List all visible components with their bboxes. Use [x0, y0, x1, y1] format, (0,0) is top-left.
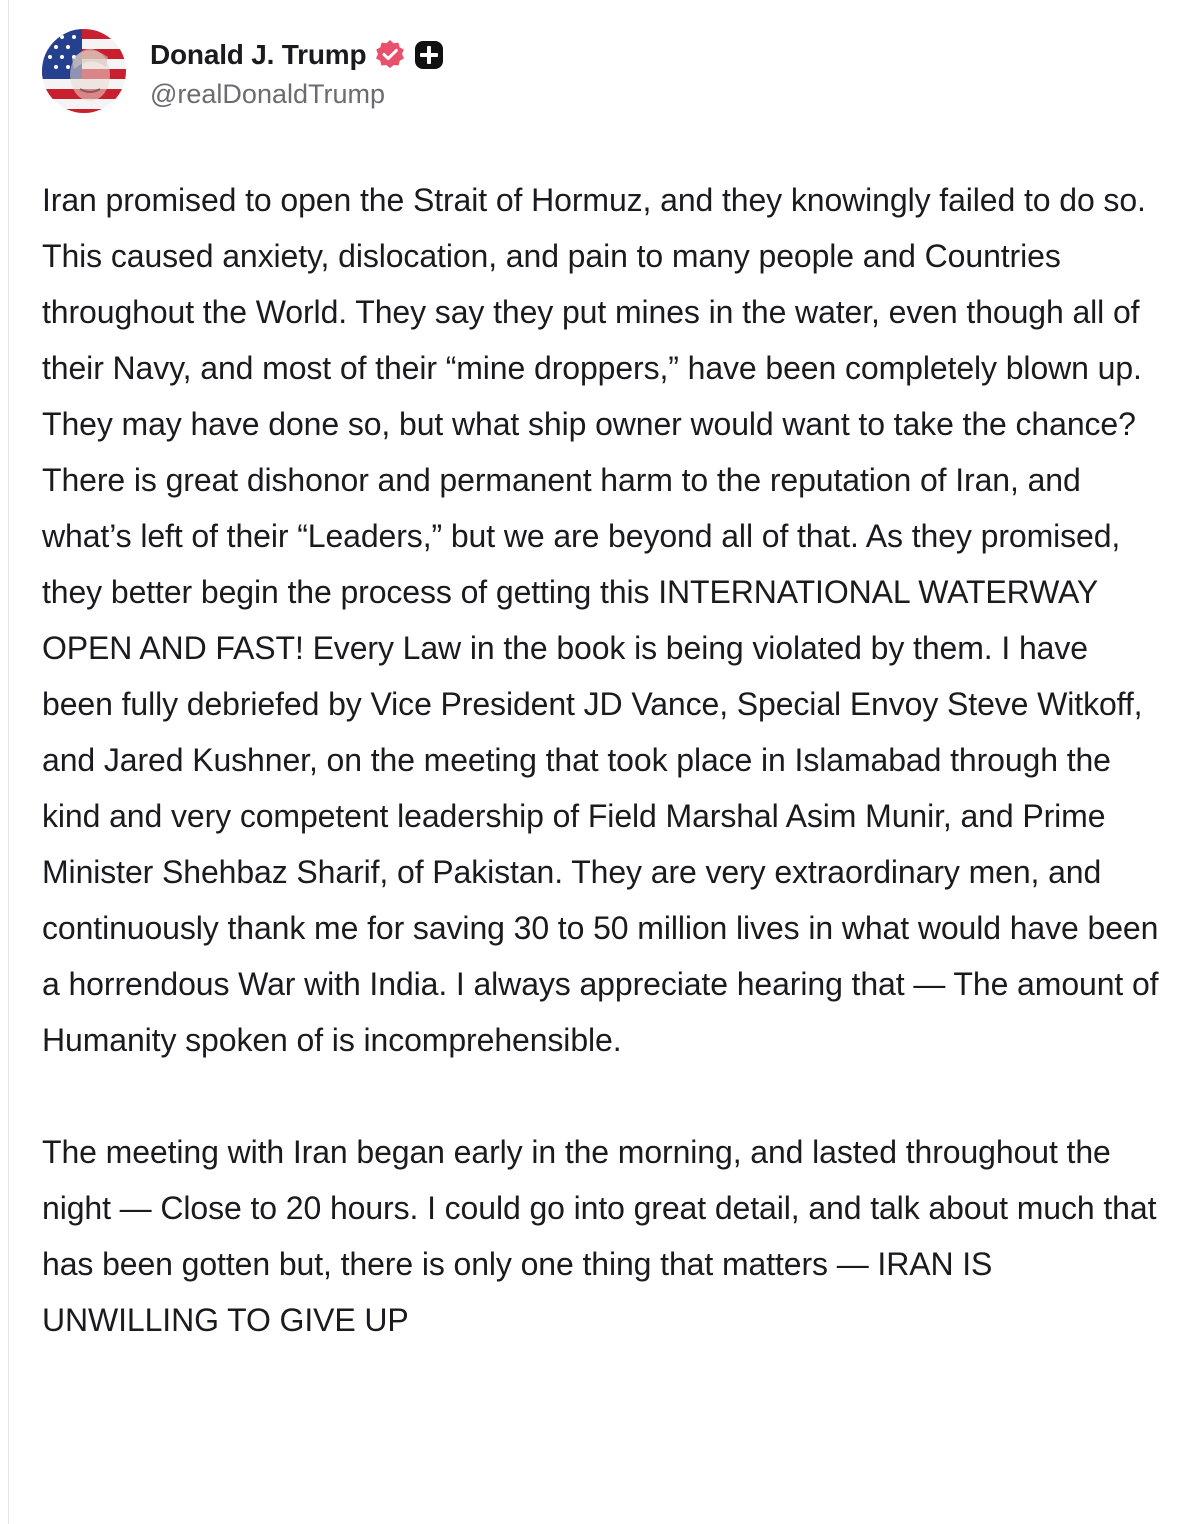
verified-badge-icon: [374, 39, 406, 71]
avatar-image: [42, 29, 126, 113]
post-header: [42, 28, 1162, 114]
author-display-name[interactable]: Donald J. Trump: [150, 38, 367, 70]
post-card: [42, 28, 1162, 1348]
post-paragraph-2: The meeting with Iran began early in the morning, and lasted throughout the night — Close to 20 hours. I could go into great detail, and talk about much that has been gotten but, there is only one thing that matters — IRAN IS UNWILLING TO GIVE UP: [42, 1134, 1157, 1338]
post-body: [42, 172, 1162, 1348]
avatar[interactable]: [42, 29, 126, 113]
left-divider: [8, 0, 9, 1524]
post-paragraph-1: Iran promised to open the Strait of Hormuz, and they knowingly failed to do so. This caused anxiety, dislocation, and pain to many people and Countries throughout the World. They say they put mines in the water, even though all of their Navy, and most of their “mine droppers,” have been completely blown up. They may have done so, but what ship owner would want to take the chance? There is great dishonor and permanent harm to the reputation of Iran, and what’s left of their “Leaders,” but we are beyond all of that. As they promised, they better begin the process of getting this INTERNATIONAL WATERWAY OPEN AND FAST! Every Law in the book is being violated by them. I have been fully debriefed by Vice President JD Vance, Special Envoy Steve Witkoff, and Jared Kushner, on the meeting that took place in Islamabad through the kind and very competent leadership of Field Marshal Asim Munir, and Prime Minister Shehbaz Sharif, of Pakistan. They are very extraordinary men, and continuously thank me for saving 30 to 50 million lives in what would have been a horrendous War with India. I always appreciate hearing that — The amount of Humanity spoken of is incomprehensible.: [42, 182, 1159, 1058]
author-handle[interactable]: @realDonaldTrump: [150, 78, 385, 109]
name-row: [150, 33, 444, 77]
plus-badge-icon: [414, 40, 444, 70]
author-names: [150, 33, 444, 110]
